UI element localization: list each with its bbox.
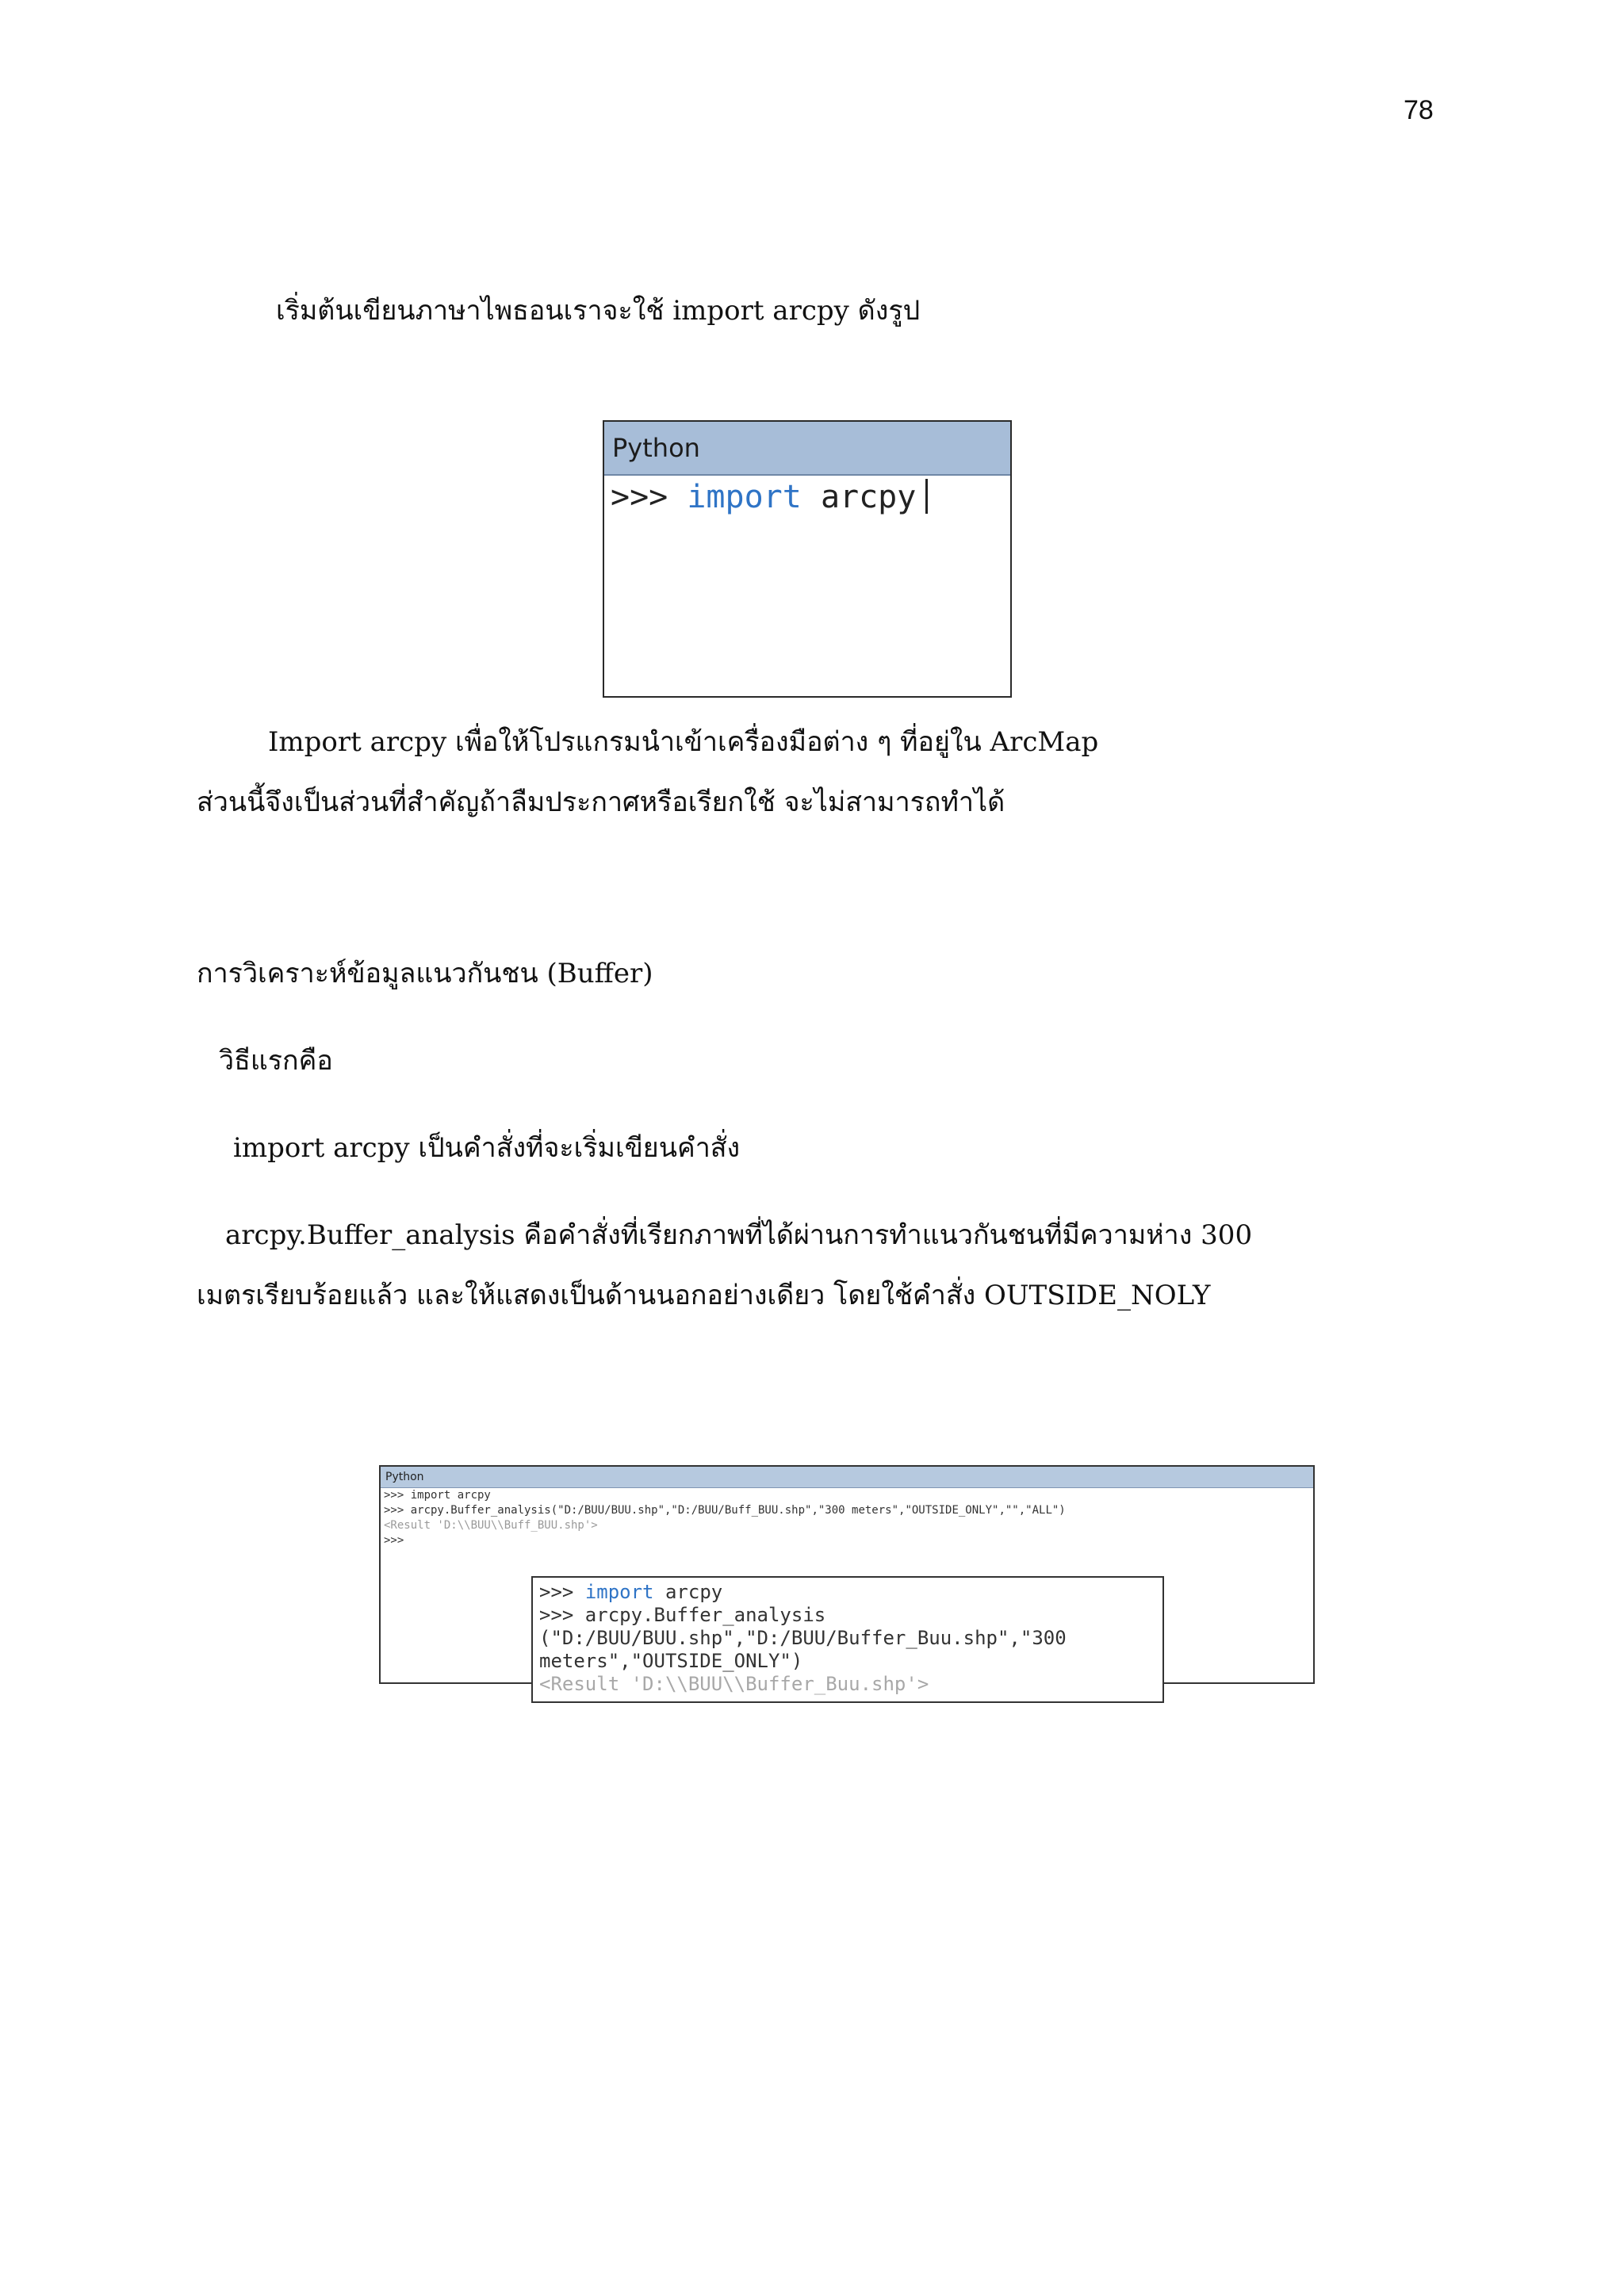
- text-cursor: [925, 479, 928, 514]
- page-number: 78: [1404, 95, 1434, 125]
- prompt: >>>: [539, 1581, 574, 1603]
- result-line: <Result 'D:\\BUU\\Buff_BUU.shp'>: [384, 1519, 598, 1532]
- python-command-line[interactable]: [604, 476, 1010, 515]
- zoom-line-import: [539, 1581, 1156, 1604]
- paragraph-intro: เริ่มต้นเขียนภาษาไพธอนเราจะใช้ import arcpy ดังรูป: [276, 295, 921, 327]
- paragraph-first-method: วิธีแรกคือ: [219, 1045, 333, 1077]
- zoom-inset: [531, 1576, 1164, 1703]
- code-line: >>>: [384, 1534, 404, 1547]
- module-name: arcpy: [665, 1581, 723, 1603]
- python-window-import: [603, 420, 1012, 698]
- paragraph-buffer-command: arcpy.Buffer_analysis คือคำสั่งที่เรียกภาพที่ได้ผ่านการทำแนวกันชนที่มีความห่าง 300: [225, 1219, 1253, 1251]
- paragraph-outside-only: เมตรเรียบร้อยแล้ว และให้แสดงเป็นด้านนอกอย่างเดียว โดยใช้คำสั่ง OUTSIDE_NOLY: [197, 1280, 1211, 1311]
- prompt: >>>: [611, 479, 668, 515]
- code-line: >>> arcpy.Buffer_analysis("D:/BUU/BUU.shp","D:/BUU/Buff_BUU.shp","300 meters","OUTSIDE_ONLY","","ALL"): [384, 1504, 1066, 1517]
- zoom-line-args-end: meters","OUTSIDE_ONLY"): [539, 1650, 803, 1672]
- module-name: arcpy: [820, 479, 917, 515]
- code-line: >>> import arcpy: [384, 1489, 491, 1502]
- zoom-line-buffer: >>> arcpy.Buffer_analysis: [539, 1604, 826, 1626]
- import-keyword: import: [584, 1581, 654, 1603]
- import-keyword: import: [687, 479, 802, 515]
- zoom-line-result: <Result 'D:\\BUU\\Buffer_Buu.shp'>: [539, 1673, 929, 1695]
- paragraph-import-command: import arcpy เป็นคำสั่งที่จะเริ่มเขียนคำสั่ง: [233, 1132, 741, 1164]
- paragraph-import-explanation: Import arcpy เพื่อให้โปรแกรมนำเข้าเครื่องมือต่าง ๆ ที่อยู่ใน ArcMap: [268, 726, 1099, 758]
- section-heading-buffer: การวิเคราะห์ข้อมูลแนวกันชน (Buffer): [197, 958, 653, 989]
- zoom-line-args: ("D:/BUU/BUU.shp","D:/BUU/Buffer_Buu.shp","300: [539, 1627, 1067, 1649]
- python-window-title: Python: [381, 1467, 1313, 1488]
- paragraph-import-importance: ส่วนนี้จึงเป็นส่วนที่สำคัญถ้าลืมประกาศหรือเรียกใช้ จะไม่สามารถทำได้: [197, 786, 1005, 818]
- python-window-title: Python: [604, 422, 1010, 476]
